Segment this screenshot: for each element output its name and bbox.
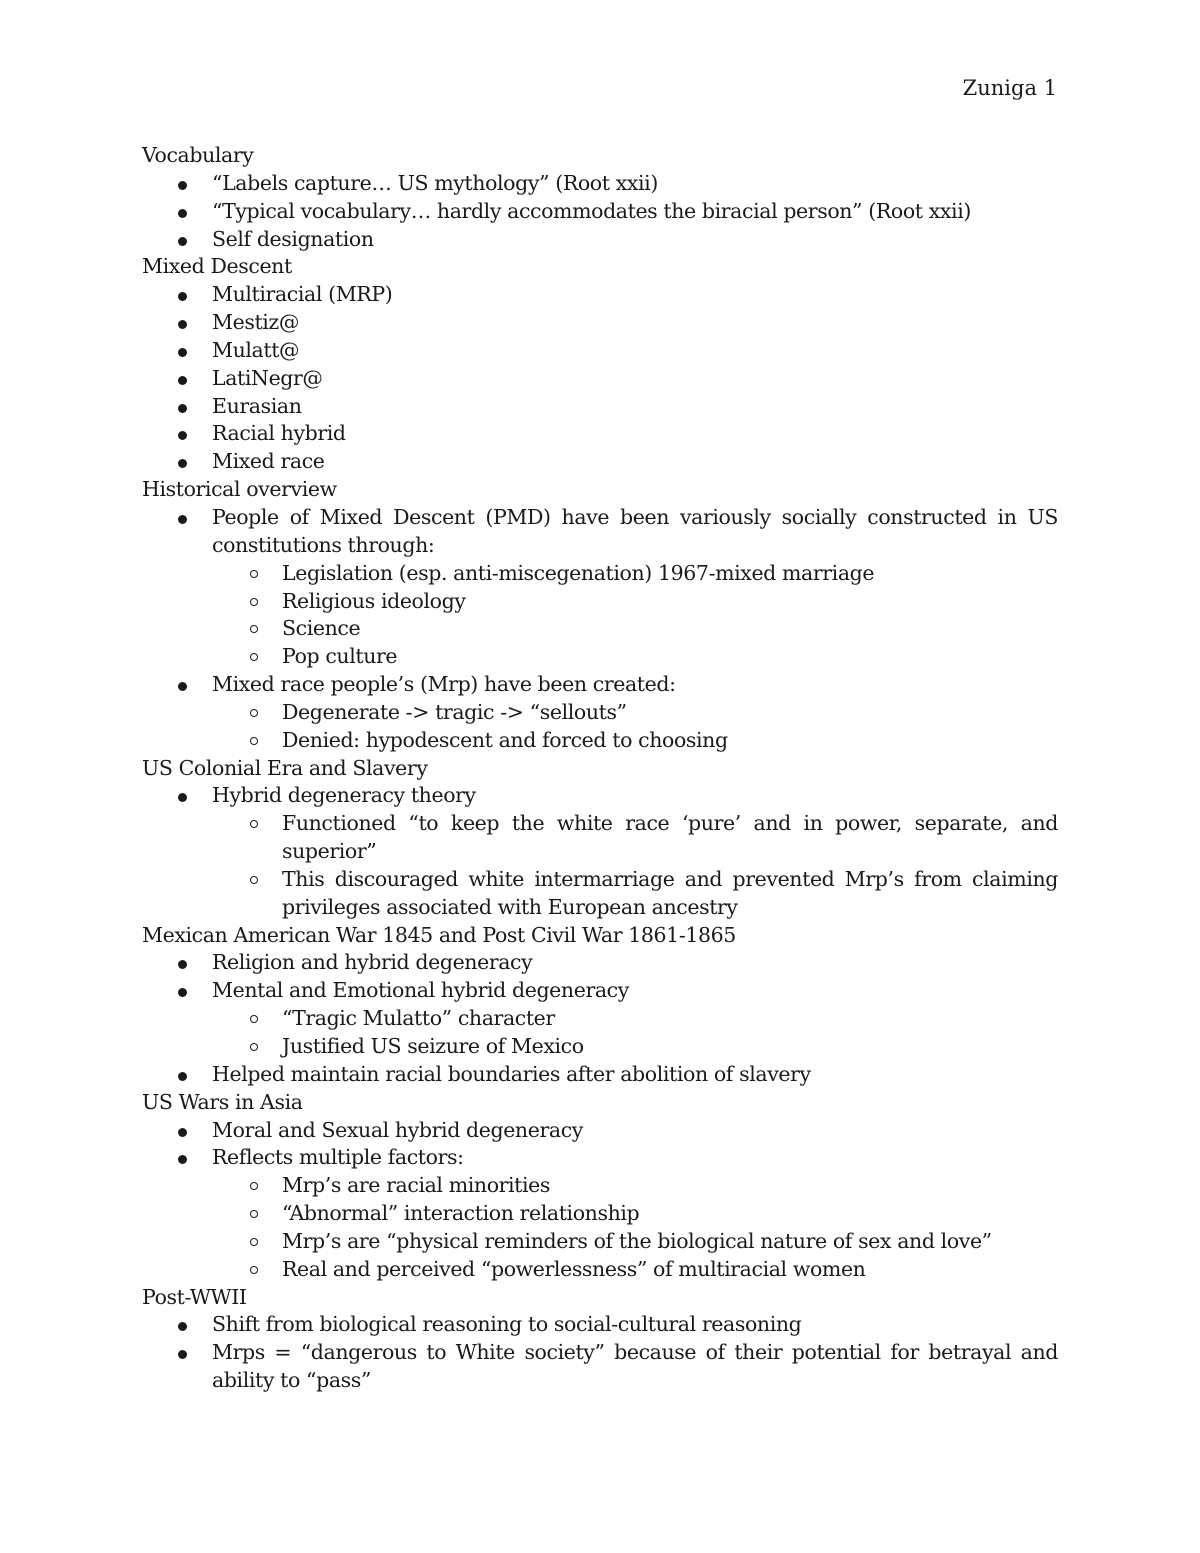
section-heading: Post-WWII xyxy=(142,1284,247,1309)
bullet-item xyxy=(142,420,1058,448)
sub-bullet-text: “Abnormal” interaction relationship xyxy=(282,1201,640,1226)
filled-bullet-icon xyxy=(178,1128,187,1137)
bullet-text: Hybrid degeneracy theory xyxy=(212,783,476,808)
bullet-list xyxy=(142,782,1058,921)
bullet-list xyxy=(142,504,1058,755)
sub-bullet-item xyxy=(142,1005,1058,1033)
hollow-bullet-icon xyxy=(250,820,258,828)
sub-bullet-text: Science xyxy=(282,616,361,641)
sub-bullet-item xyxy=(142,810,1058,866)
filled-bullet-icon xyxy=(178,988,187,997)
filled-bullet-icon xyxy=(178,404,187,413)
bullet-item xyxy=(142,949,1058,977)
bullet-text: Mixed race xyxy=(212,449,325,474)
bullet-item xyxy=(142,226,1058,254)
hollow-bullet-icon xyxy=(250,1015,258,1023)
filled-bullet-icon xyxy=(178,320,187,329)
sub-bullet-item xyxy=(142,615,1058,643)
hollow-bullet-icon xyxy=(250,598,258,606)
bullet-item xyxy=(142,1339,1058,1395)
sub-bullet-item xyxy=(142,727,1058,755)
bullet-item xyxy=(142,1061,1058,1089)
sub-bullet-item xyxy=(142,1200,1058,1228)
filled-bullet-icon xyxy=(178,376,187,385)
bullet-item xyxy=(142,281,1058,309)
bullet-text: Religion and hybrid degeneracy xyxy=(212,950,533,975)
bullet-item xyxy=(142,977,1058,1005)
filled-bullet-icon xyxy=(178,1350,187,1359)
sub-bullet-list xyxy=(142,699,1058,755)
bullet-item xyxy=(142,782,1058,810)
bullet-item xyxy=(142,504,1058,560)
document-body xyxy=(142,142,1058,1395)
bullet-text: Moral and Sexual hybrid degeneracy xyxy=(212,1117,583,1142)
section-heading: Mexican American War 1845 and Post Civil War 1861-1865 xyxy=(142,922,736,947)
filled-bullet-icon xyxy=(178,960,187,969)
hollow-bullet-icon xyxy=(250,709,258,717)
sub-bullet-item xyxy=(142,1033,1058,1061)
sub-bullet-list xyxy=(142,1172,1058,1283)
sub-bullet-item xyxy=(142,1172,1058,1200)
filled-bullet-icon xyxy=(178,237,187,246)
hollow-bullet-icon xyxy=(250,1043,258,1051)
section-heading: Vocabulary xyxy=(142,143,254,167)
filled-bullet-icon xyxy=(178,431,187,440)
bullet-text: Mixed race people’s (Mrp) have been created: xyxy=(212,672,676,697)
hollow-bullet-icon xyxy=(250,625,258,633)
bullet-item xyxy=(142,1144,1058,1172)
bullet-item xyxy=(142,1311,1058,1339)
bullet-text: “Labels capture… US mythology” (Root xxii) xyxy=(212,170,658,195)
bullet-item xyxy=(142,337,1058,365)
filled-bullet-icon xyxy=(178,181,187,190)
section-heading: Historical overview xyxy=(142,477,337,502)
hollow-bullet-icon xyxy=(250,876,258,884)
bullet-item xyxy=(142,671,1058,699)
filled-bullet-icon xyxy=(178,1072,187,1081)
sub-bullet-text: This discouraged white intermarriage and prevented Mrp’s from claiming privileges associated with European ancestry xyxy=(282,866,1058,919)
sub-bullet-item xyxy=(142,699,1058,727)
bullet-item xyxy=(142,365,1058,393)
sub-bullet-text: Mrp’s are racial minorities xyxy=(282,1173,551,1198)
hollow-bullet-icon xyxy=(250,1266,258,1274)
hollow-bullet-icon xyxy=(250,653,258,661)
bullet-list xyxy=(142,170,1058,254)
sub-bullet-item xyxy=(142,866,1058,922)
hollow-bullet-icon xyxy=(250,737,258,745)
sub-bullet-text: Denied: hypodescent and forced to choosing xyxy=(282,727,728,752)
sub-bullet-text: Religious ideology xyxy=(282,588,466,613)
sub-bullet-text: Legislation (esp. anti-miscegenation) 1967-mixed marriage xyxy=(282,560,875,585)
filled-bullet-icon xyxy=(178,209,187,218)
bullet-item xyxy=(142,170,1058,198)
bullet-text: Mrps = “dangerous to White society” because of their potential for betrayal and ability to “pass” xyxy=(212,1340,1058,1393)
bullet-list xyxy=(142,1117,1058,1284)
bullet-text: Racial hybrid xyxy=(212,421,346,446)
filled-bullet-icon xyxy=(178,682,187,691)
sub-bullet-item xyxy=(142,1228,1058,1256)
sub-bullet-text: Justified US seizure of Mexico xyxy=(282,1034,584,1058)
sub-bullet-item xyxy=(142,643,1058,671)
sub-bullet-text: Degenerate -> tragic -> “sellouts” xyxy=(282,699,627,724)
hollow-bullet-icon xyxy=(250,1238,258,1246)
sub-bullet-item xyxy=(142,1256,1058,1284)
bullet-list xyxy=(142,281,1058,476)
bullet-text: LatiNegr@ xyxy=(212,365,323,390)
bullet-item xyxy=(142,1117,1058,1145)
bullet-text: Reflects multiple factors: xyxy=(212,1145,464,1170)
hollow-bullet-icon xyxy=(250,1182,258,1190)
bullet-text: Mestiz@ xyxy=(212,310,299,335)
sub-bullet-list xyxy=(142,560,1058,671)
bullet-text: Multiracial (MRP) xyxy=(212,282,393,307)
filled-bullet-icon xyxy=(178,1322,187,1331)
sub-bullet-text: Pop culture xyxy=(282,644,398,669)
bullet-list xyxy=(142,1311,1058,1395)
filled-bullet-icon xyxy=(178,348,187,357)
bullet-text: Helped maintain racial boundaries after abolition of slavery xyxy=(212,1061,811,1086)
sub-bullet-item xyxy=(142,588,1058,616)
filled-bullet-icon xyxy=(178,292,187,301)
bullet-item xyxy=(142,309,1058,337)
bullet-item xyxy=(142,448,1058,476)
bullet-text: Shift from biological reasoning to social-cultural reasoning xyxy=(212,1312,802,1337)
filled-bullet-icon xyxy=(178,1155,187,1164)
bullet-item xyxy=(142,393,1058,421)
sub-bullet-text: “Tragic Mulatto” character xyxy=(282,1006,555,1031)
bullet-text: Mental and Emotional hybrid degeneracy xyxy=(212,978,629,1003)
filled-bullet-icon xyxy=(178,459,187,468)
bullet-list xyxy=(142,949,1058,1088)
hollow-bullet-icon xyxy=(250,570,258,578)
section-heading: Mixed Descent xyxy=(142,254,292,279)
bullet-text: “Typical vocabulary… hardly accommodates the biracial person” (Root xxii) xyxy=(212,198,971,223)
sub-bullet-text: Mrp’s are “physical reminders of the biological nature of sex and love” xyxy=(282,1228,992,1253)
bullet-item xyxy=(142,198,1058,226)
bullet-text: Eurasian xyxy=(212,393,302,418)
bullet-text: Mulatt@ xyxy=(212,337,300,362)
sub-bullet-list xyxy=(142,1005,1058,1061)
section-heading: US Wars in Asia xyxy=(142,1089,303,1114)
sub-bullet-text: Real and perceived “powerlessness” of multiracial women xyxy=(282,1256,866,1281)
sub-bullet-list xyxy=(142,810,1058,921)
section-heading: US Colonial Era and Slavery xyxy=(142,755,428,780)
hollow-bullet-icon xyxy=(250,1210,258,1218)
page-number: Zuniga 1 xyxy=(962,76,1057,100)
filled-bullet-icon xyxy=(178,515,187,524)
bullet-text: Self designation xyxy=(212,226,374,251)
sub-bullet-item xyxy=(142,560,1058,588)
filled-bullet-icon xyxy=(178,793,187,802)
bullet-text: People of Mixed Descent (PMD) have been variously socially constructed in US constitutions through: xyxy=(212,504,1058,557)
sub-bullet-text: Functioned “to keep the white race ‘pure’ and in power, separate, and superior” xyxy=(282,811,1058,864)
